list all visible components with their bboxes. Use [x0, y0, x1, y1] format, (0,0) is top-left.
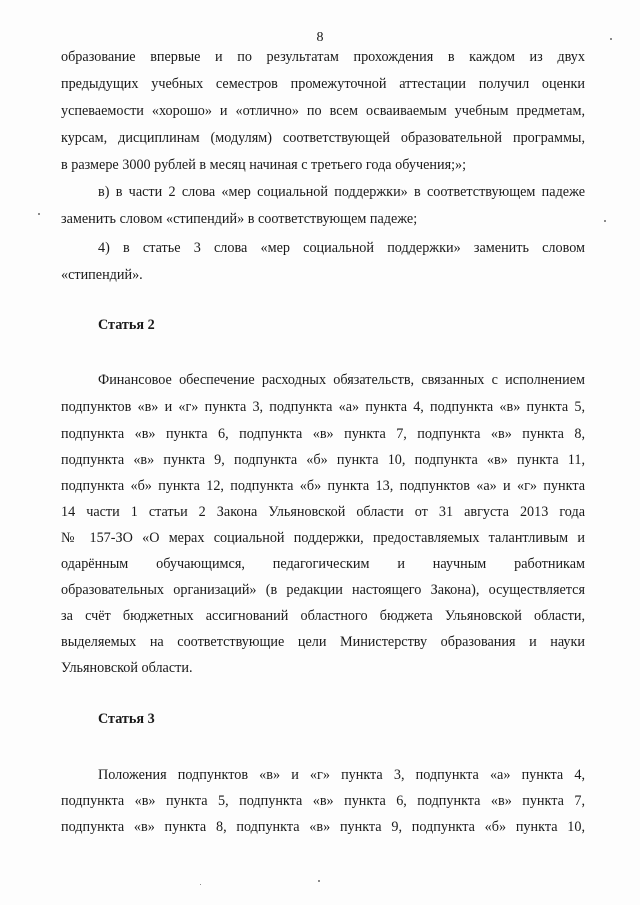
text-line: заменить словом «стипендий» в соответствующем падеже; — [61, 211, 418, 227]
text-line: подпункта «в» пункта 6, подпункта «в» пункта 7, подпункта «в» пункта 8, — [61, 426, 585, 442]
text-line: предыдущих учебных семестров промежуточной аттестации получил оценки — [61, 76, 585, 92]
scan-speck — [318, 880, 320, 882]
scan-speck — [38, 213, 40, 215]
text-line: № 157-ЗО «О мерах социальной поддержки, предоставляемых талантливым и — [61, 530, 585, 546]
text-line: в) в части 2 слова «мер социальной поддержки» в соответствующем падеже — [98, 184, 585, 200]
text-line: образовательных организаций» (в редакции настоящего Закона), осуществляется — [61, 582, 585, 598]
text-line: подпункта «в» пункта 9, подпункта «б» пункта 10, подпункта «в» пункта 11, — [61, 452, 585, 468]
text-line: подпункта «б» пункта 12, подпункта «б» пункта 13, подпунктов «а» и «г» пункта — [61, 478, 585, 494]
text-line: Положения подпунктов «в» и «г» пункта 3, подпункта «а» пункта 4, — [98, 767, 585, 783]
text-line: успеваемости «хорошо» и «отлично» по всем осваиваемым учебным предметам, — [61, 103, 585, 119]
text-line: подпунктов «в» и «г» пункта 3, подпункта «а» пункта 4, подпункта «в» пункта 5, — [61, 399, 585, 415]
text-line: 14 части 1 статьи 2 Закона Ульяновской области от 31 августа 2013 года — [61, 504, 585, 520]
text-line: одарённым обучающимся, педагогическим и научным работникам — [61, 556, 585, 572]
text-line: за счёт бюджетных ассигнований областного бюджета Ульяновской области, — [61, 608, 585, 624]
scan-speck — [200, 884, 201, 885]
text-line: подпункта «в» пункта 5, подпункта «в» пункта 6, подпункта «в» пункта 7, — [61, 793, 585, 809]
text-line: «стипендий». — [61, 267, 143, 283]
text-line: Ульяновской области. — [61, 660, 193, 676]
text-line: образование впервые и по результатам прохождения в каждом из двух — [61, 49, 585, 65]
text-line: подпункта «в» пункта 8, подпункта «в» пункта 9, подпункта «б» пункта 10, — [61, 819, 585, 835]
page-number: 8 — [316, 30, 324, 45]
scan-speck — [610, 38, 612, 40]
article-heading: Статья 2 — [98, 317, 155, 333]
text-line: курсам, дисциплинам (модулям) соответствующей образовательной программы, — [61, 130, 585, 146]
scan-speck — [604, 220, 606, 222]
text-line: 4) в статье 3 слова «мер социальной поддержки» заменить словом — [98, 240, 585, 256]
article-heading: Статья 3 — [98, 711, 155, 727]
text-line: выделяемых на соответствующие цели Министерству образования и науки — [61, 634, 585, 650]
text-line: в размере 3000 рублей в месяц начиная с третьего года обучения;»; — [61, 157, 467, 173]
text-line: Финансовое обеспечение расходных обязательств, связанных с исполнением — [98, 372, 585, 388]
